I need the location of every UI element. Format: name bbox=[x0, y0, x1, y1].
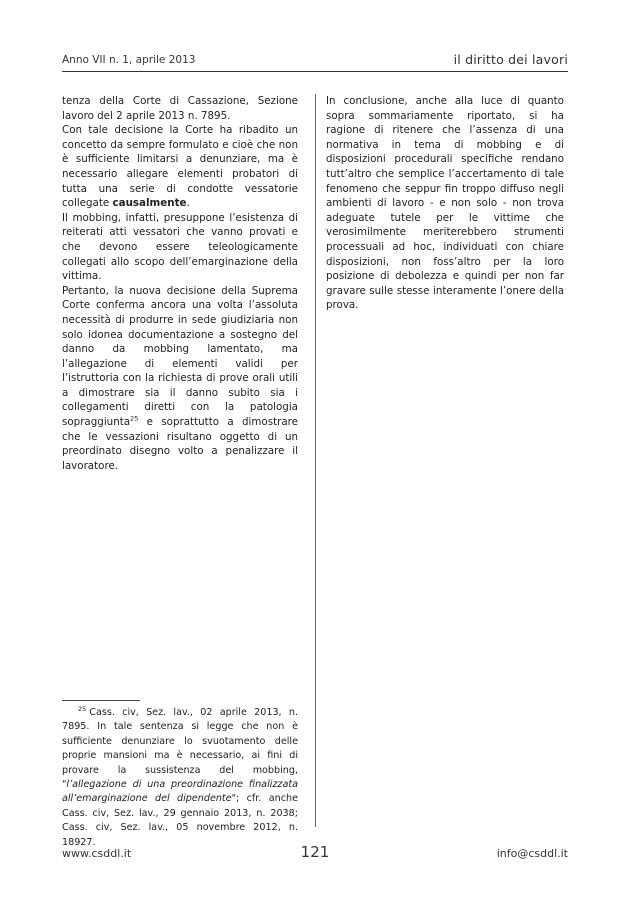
footnote-text: Cass. civ, Sez. lav., 02 aprile 2013, n. 7895. In tale sentenza si legge che non è sufficiente denunziare lo svuotamento delle proprie mansioni ma è necessario, ai fini di provare la sussistenza del mobbing, " bbox=[62, 707, 298, 791]
paragraph-2-text: Con tale decisione la Corte ha ribadito un concetto da sempre formulato e cioè che non è sufficiente limitarsi a denunziare, ma è necessario allegare elementi probatori di tutta una serie di condotte vessatorie collegate bbox=[62, 124, 298, 210]
email-link[interactable]: info@csddl.it bbox=[496, 847, 568, 860]
page-footer bbox=[62, 843, 568, 865]
footnote bbox=[62, 706, 298, 850]
running-header bbox=[62, 52, 568, 70]
paragraph-4 bbox=[62, 284, 298, 474]
journal-title: il diritto dei lavori bbox=[453, 52, 568, 67]
paragraph-2 bbox=[62, 123, 298, 211]
website-link[interactable]: www.csddl.it bbox=[62, 847, 132, 860]
paragraph-2-end: . bbox=[186, 197, 190, 210]
footnote-ref[interactable]: 25 bbox=[130, 414, 139, 423]
issue-label: Anno VII n. 1, aprile 2013 bbox=[62, 54, 196, 66]
footnote-body: $^{25}$ Cass. civ, Sez. lav., 02 aprile 2013, n. 7895. In tale sentenza si legge che non è sufficiente denunziare lo svuotamento delle proprie mansioni ma è necessario, ai fini di provare la sussistenza del mobbing, "l’allegazione di una preordinazione finalizzata all’emarginazione del dipendente"; cfr. anche Cass. civ, Sez. lav., 29 gennaio 2013, n. 2038; Cass. civ, Sez. lav., 05 novembre 2012, n. 18927. bbox=[62, 704, 298, 848]
paragraph-4-end: e soprattutto a dimostrare che le vessazioni risultano oggetto di un preordinato disegno volto a penalizzare il lavoratore. bbox=[62, 416, 298, 472]
column-divider bbox=[315, 94, 316, 827]
header-rule bbox=[62, 71, 568, 72]
conclusion-paragraph: In conclusione, anche alla luce di quanto sopra sommariamente riportato, si ha ragione di ritenere che l’assenza di una normativa in tema di mobbing e di disposizioni procedurali specifiche rendano tutt’altro che semplice l’accertamento di tale fenomeno che seppur fin troppo diffuso negli ambienti di lavoro - e non solo - non trova adeguate tutele per le vittime che verosimilmente meriterebbero strumenti processuali ad hoc, individuati con chiare disposizioni, non foss’altro per la loro posizione di debolezza e quindi per non far gravare sulle stesse interamente l’onere della prova. bbox=[326, 95, 564, 312]
footnote-quote: l’allegazione di una preordinazione finalizzata all’emarginazione del dipendente bbox=[62, 779, 298, 805]
right-column bbox=[326, 94, 564, 313]
footnote-text-end: "; cfr. anche Cass. civ, Sez. lav., 29 gennaio 2013, n. 2038; Cass. civ, Sez. lav., 05 novembre 2012, n. 18927. bbox=[62, 793, 298, 848]
page-number: 121 bbox=[300, 843, 330, 861]
bold-term: causalmente bbox=[112, 197, 187, 210]
paragraph-3: Il mobbing, infatti, presuppone l’esistenza di reiterati atti vessatori che vanno provati e che devono essere teleologicamente collegati allo scopo dell’emarginazione della vittima. bbox=[62, 211, 298, 283]
paragraph-4-text: Pertanto, la nuova decisione della Suprema Corte conferma ancora una volta l’assoluta necessità di produrre in sede giudiziaria non solo idonea documentazione a sostegno del danno da mobbing lamentato, ma l’allegazione di elementi validi per l’istruttoria con la richiesta di prove orali utili a dimostrare sia il danno subito sia i collegamenti diretti con la patologia sopraggiunta bbox=[62, 284, 298, 429]
left-column bbox=[62, 94, 298, 473]
footnote-rule bbox=[62, 700, 140, 701]
paragraph-1: tenza della Corte di Cassazione, Sezione lavoro del 2 aprile 2013 n. 7895. bbox=[62, 95, 298, 122]
